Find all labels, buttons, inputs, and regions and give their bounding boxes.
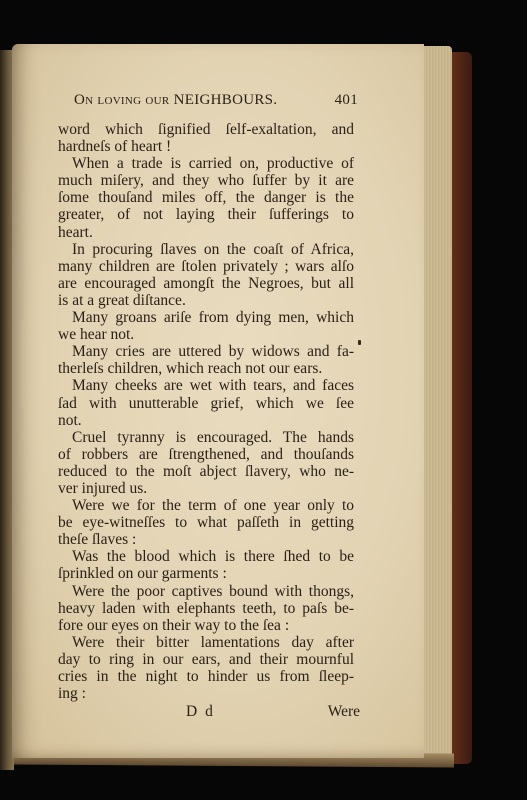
catchword: Were [327, 703, 360, 720]
text-line: theſe ſlaves : [58, 531, 137, 549]
text-line: ing : [58, 685, 86, 703]
text-line: Many cheeks are wet with tears, and faces [72, 377, 354, 395]
text-line: much miſery, and they who ſuffer by it are [58, 172, 354, 190]
text-line: Were we for the term of one year only to [72, 497, 354, 515]
text-line: ſome thouſand miles off, the danger is the [58, 189, 354, 207]
text-line: are encouraged amongſt the Negroes, but all [58, 274, 354, 292]
book-page [12, 44, 424, 758]
text-line: therleſs children, which reach not our ears. [58, 360, 323, 378]
text-line: In procuring ſlaves on the coaſt of Africa, [72, 240, 354, 258]
margin-mark [358, 340, 361, 345]
text-line: ſad with unutterable grief, which we ſee [58, 394, 354, 412]
text-line: ver injured us. [58, 479, 148, 497]
text-line: heart. [58, 223, 93, 241]
text-line: Many groans ariſe from dying men, which [72, 309, 354, 327]
body-text [58, 121, 354, 702]
text-line: Cruel tyranny is encouraged. The hands [72, 428, 354, 446]
page-number: 401 [334, 92, 358, 108]
text-line: Were the poor captives bound with thongs, [72, 582, 354, 600]
text-line: of robbers are ſtrengthened, and thouſands [58, 445, 354, 463]
running-header [74, 92, 358, 112]
text-line: ſprinkled on our garments : [58, 565, 227, 583]
text-line: many children are ſtolen privately ; wars alſo [58, 257, 354, 275]
text-line: reduced to the moſt abject ſlavery, who ne- [58, 462, 354, 480]
text-line: hardneſs of heart ! [58, 138, 172, 156]
text-line: we hear not. [58, 326, 135, 344]
text-line: Was the blood which is there ſhed to be [72, 548, 354, 566]
text-line: heavy laden with elephants teeth, to paſs be- [58, 599, 354, 617]
running-head-title: On loving our NEIGHBOURS. [74, 92, 278, 108]
text-line: is at a great diſtance. [58, 291, 186, 309]
text-line: cries in the night to hinder us from ſleep- [58, 668, 354, 685]
page-footer [74, 703, 358, 725]
signature-mark: D d [186, 703, 215, 720]
text-line: Many cries are uttered by widows and fa- [72, 343, 354, 361]
text-line: word which ſignified ſelf-exaltation, and [58, 121, 354, 138]
text-line: fore our eyes on their way to the ſea : [58, 616, 290, 634]
text-line: not. [58, 411, 82, 429]
text-line: Were their bitter lamentations day after [72, 633, 354, 651]
text-line: When a trade is carried on, productive of [72, 155, 354, 173]
text-line: be eye-witneſſes to what paſſeth in getting [58, 514, 354, 532]
text-line: day to ring in our ears, and their mournful [58, 650, 354, 668]
text-line: greater, of not laying their ſufferings to [58, 206, 354, 224]
